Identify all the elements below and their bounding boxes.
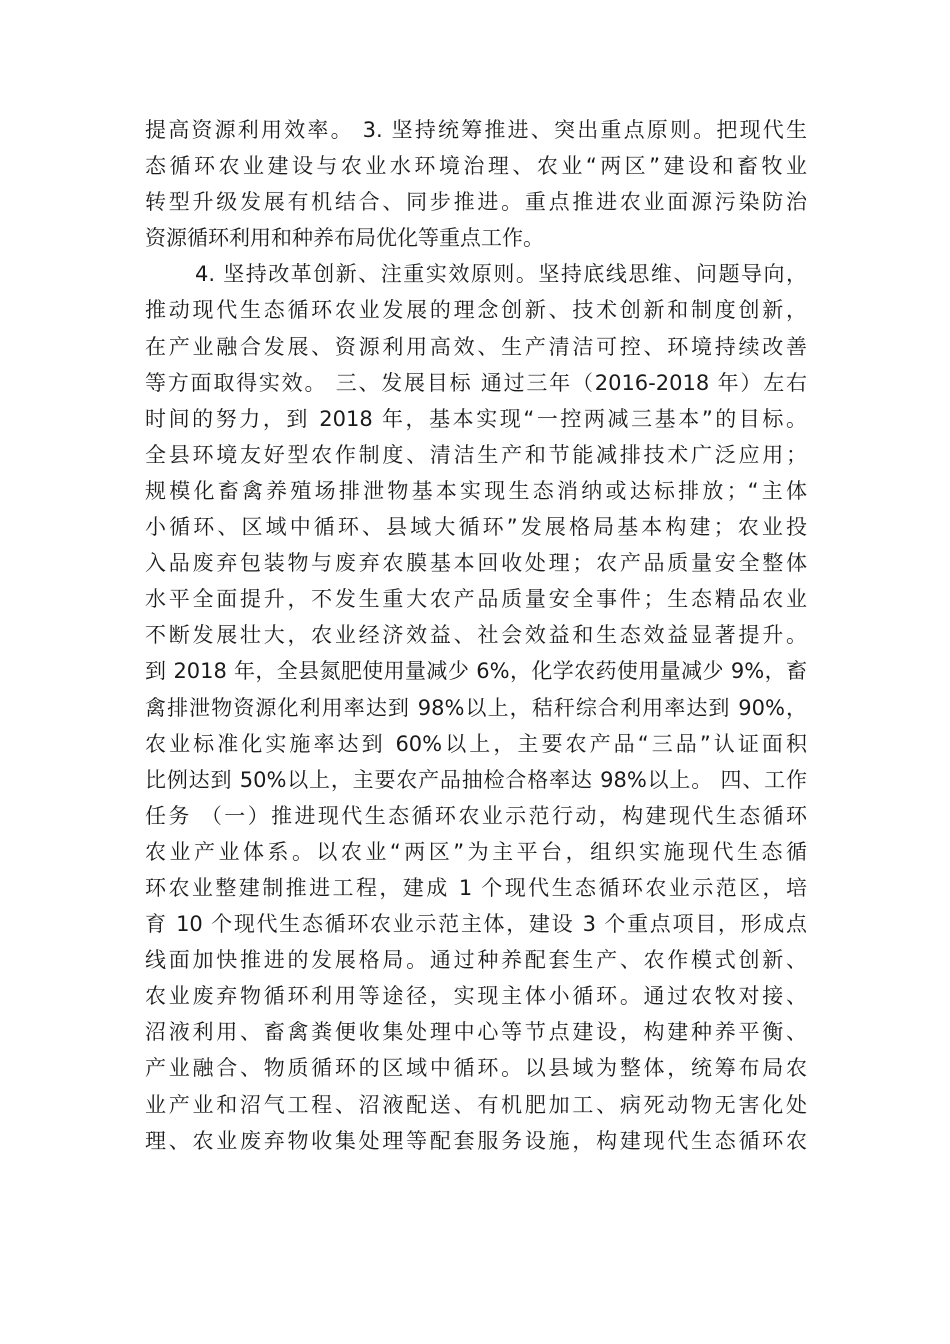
paragraph-end-line: 资源循环利用和种养布局优化等重点工作。 xyxy=(145,226,544,251)
text-line: 农业废弃物循环利用等途径，实现主体小循环。通过农牧对接、 xyxy=(145,984,807,1009)
text-line: 线面加快推进的发展格局。通过种养配套生产、农作模式创新、 xyxy=(145,948,807,973)
text-line: 沼液利用、畜禽粪便收集处理中心等节点建设，构建种养平衡、 xyxy=(145,1020,807,1045)
text-line: 转型升级发展有机结合、同步推进。重点推进农业面源污染防治 xyxy=(145,190,807,215)
text-line: 育 10 个现代生态循环农业示范主体，建设 3 个重点项目，形成点 xyxy=(145,912,807,937)
text-line: 农业产业体系。以农业“两区”为主平台，组织实施现代生态循 xyxy=(145,839,807,864)
text-line: 任务 （一）推进现代生态循环农业示范行动，构建现代生态循环 xyxy=(145,803,807,828)
text-line: 农业标准化实施率达到 60%以上，主要农产品“三品”认证面积 xyxy=(145,731,807,756)
text-line: 比例达到 50%以上，主要农产品抽检合格率达 98%以上。 四、工作 xyxy=(145,767,807,792)
text-line: 等方面取得实效。 三、发展目标 通过三年（2016-2018 年）左右 xyxy=(145,370,807,395)
text-line: 理、农业废弃物收集处理等配套服务设施，构建现代生态循环农 xyxy=(145,1128,807,1153)
text-line: 时间的努力，到 2018 年，基本实现“一控两减三基本”的目标。 xyxy=(145,406,807,431)
text-line: 全县环境友好型农作制度、清洁生产和节能减排技术广泛应用； xyxy=(145,442,807,467)
text-line: 在产业融合发展、资源利用高效、生产清洁可控、环境持续改善 xyxy=(145,334,807,359)
text-line: 推动现代生态循环农业发展的理念创新、技术创新和制度创新， xyxy=(145,298,807,323)
paragraph-first-line: 4. 坚持改革创新、注重实效原则。坚持底线思维、问题导向， xyxy=(195,262,807,287)
text-line: 小循环、区域中循环、县域大循环”发展格局基本构建；农业投 xyxy=(145,515,807,540)
text-line: 提高资源利用效率。 3. 坚持统筹推进、突出重点原则。把现代生 xyxy=(145,118,807,142)
text-line: 业产业和沼气工程、沼液配送、有机肥加工、病死动物无害化处 xyxy=(145,1092,807,1117)
body-text xyxy=(145,112,807,1159)
text-line: 入品废弃包装物与废弃农膜基本回收处理；农产品质量安全整体 xyxy=(145,551,807,576)
text-line: 到 2018 年，全县氮肥使用量减少 6%，化学农药使用量减少 9%，畜 xyxy=(145,659,807,684)
text-line: 环农业整建制推进工程，建成 1 个现代生态循环农业示范区，培 xyxy=(145,875,807,900)
text-line: 水平全面提升，不发生重大农产品质量安全事件；生态精品农业 xyxy=(145,587,807,612)
text-line: 产业融合、物质循环的区域中循环。以县域为整体，统筹布局农 xyxy=(145,1056,807,1081)
text-line: 态循环农业建设与农业水环境治理、农业“两区”建设和畜牧业 xyxy=(145,154,807,179)
text-line: 不断发展壮大，农业经济效益、社会效益和生态效益显著提升。 xyxy=(145,623,807,648)
text-line: 规模化畜禽养殖场排泄物基本实现生态消纳或达标排放；“主体 xyxy=(145,478,807,503)
text-line: 禽排泄物资源化利用率达到 98%以上，秸秆综合利用率达到 90%， xyxy=(145,695,807,720)
